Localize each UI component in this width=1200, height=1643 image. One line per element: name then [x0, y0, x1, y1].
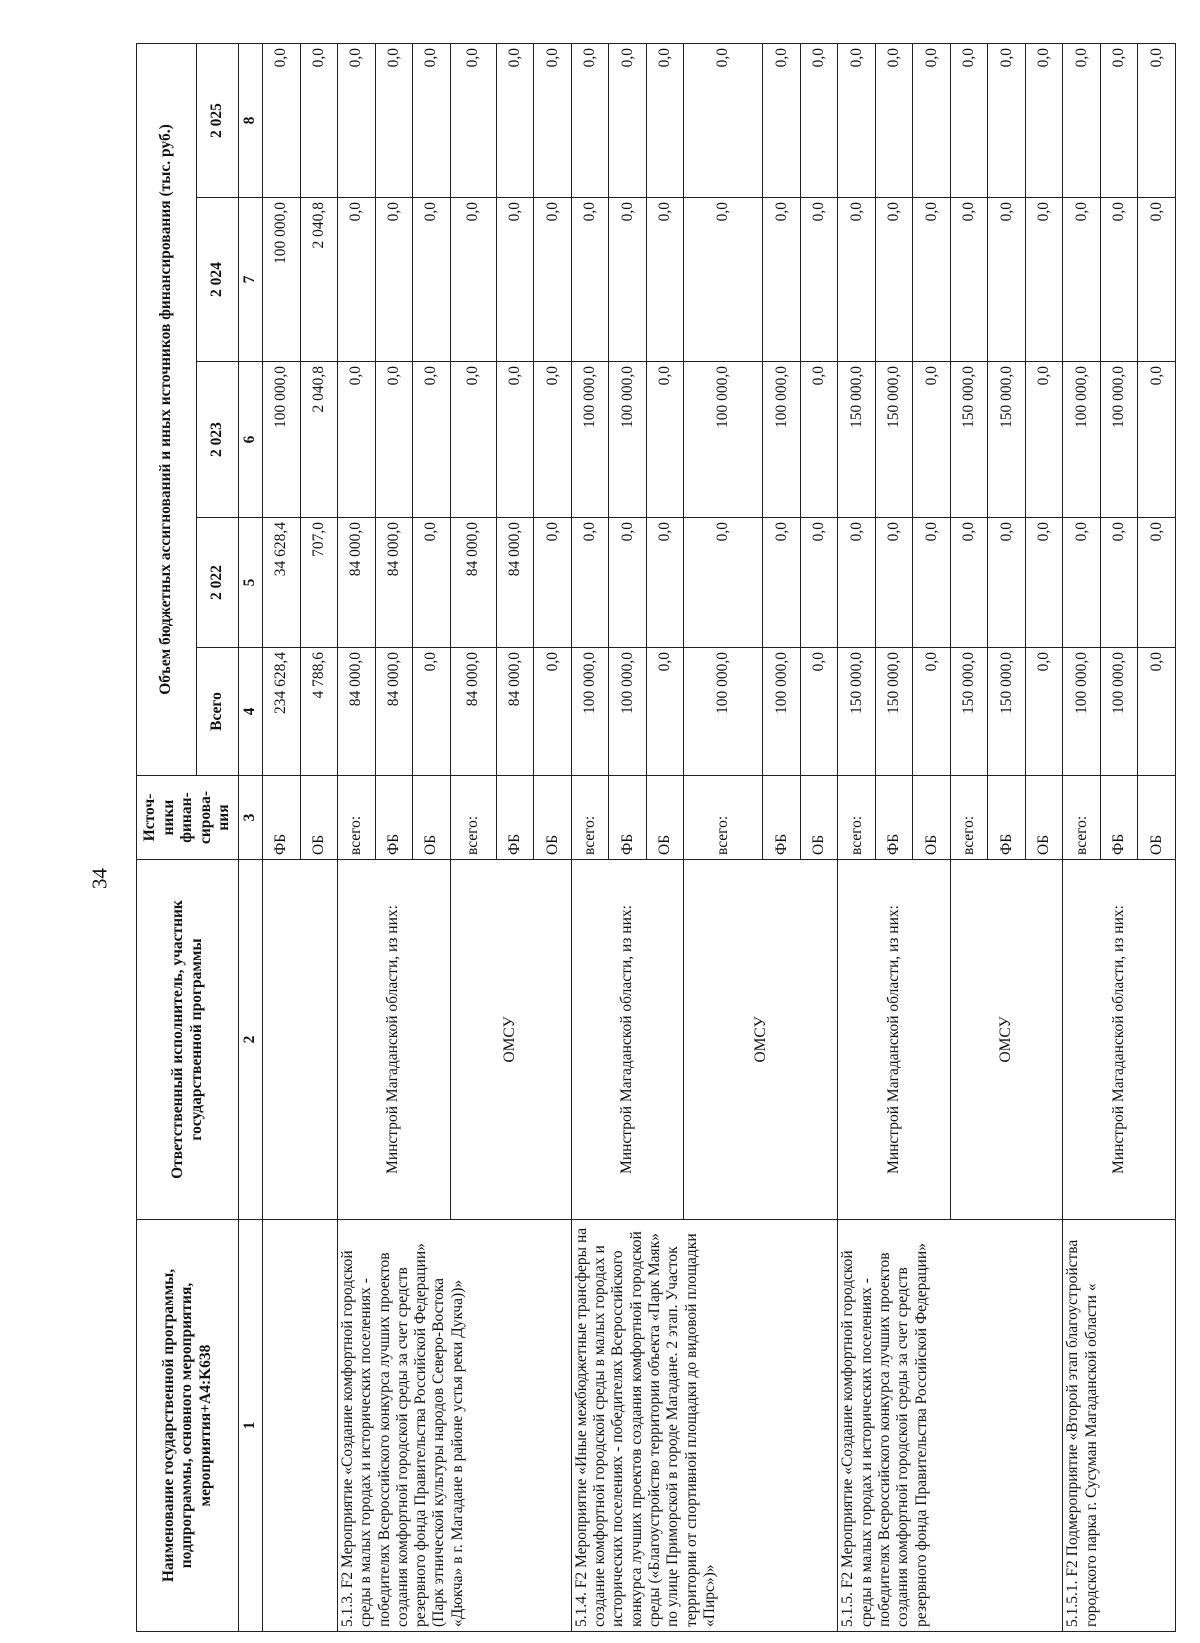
value-cell: 0,0 — [1025, 648, 1063, 776]
value-cell: 0,0 — [988, 44, 1026, 198]
header-2022: 2 022 — [197, 518, 239, 648]
value-cell: 0,0 — [838, 198, 876, 362]
source-cell: всего: — [684, 776, 763, 860]
value-cell: 84 000,0 — [375, 518, 413, 648]
value-cell: 0,0 — [571, 44, 609, 198]
source-cell: всего: — [950, 776, 988, 860]
value-cell: 0,0 — [1025, 518, 1063, 648]
value-cell: 0,0 — [950, 44, 988, 198]
source-cell: ОБ — [1138, 776, 1176, 860]
value-cell: 0,0 — [413, 518, 451, 648]
value-cell: 0,0 — [263, 44, 301, 198]
value-cell: 0,0 — [800, 648, 838, 776]
value-cell: 0,0 — [1138, 362, 1176, 518]
value-cell: 150 000,0 — [988, 648, 1026, 776]
value-cell: 0,0 — [1100, 44, 1138, 198]
value-cell: 100 000,0 — [684, 362, 763, 518]
header-total: Всего — [197, 648, 239, 776]
value-cell: 0,0 — [496, 44, 534, 198]
value-cell: 0,0 — [534, 44, 572, 198]
activity-name-5-1-4: 5.1.4. F2 Мероприятие «Иные межбюджетные трансферы на создание комфортной городской среды в малых городах и исторических поселениях - победителях Всероссийского конкурса лучших проектов создания комфортной городской среды («Благоустройство территории объекта «Парк Маяк» по улице Приморской в городе Магадане. 2 этап. Участок территории от спортивной площадки до видовой площадки «Пирс»)» — [571, 1220, 838, 1632]
value-cell: 0,0 — [375, 198, 413, 362]
value-cell: 0,0 — [684, 198, 763, 362]
value-cell: 0,0 — [1025, 198, 1063, 362]
value-cell: 0,0 — [338, 44, 376, 198]
value-cell: 0,0 — [875, 518, 913, 648]
value-cell: 0,0 — [1100, 518, 1138, 648]
value-cell: 0,0 — [800, 518, 838, 648]
value-cell: 0,0 — [763, 44, 801, 198]
value-cell: 0,0 — [800, 44, 838, 198]
value-cell: 0,0 — [763, 198, 801, 362]
source-cell: ОБ — [300, 776, 338, 860]
value-cell: 34 628,4 — [263, 518, 301, 648]
source-cell: ФБ — [763, 776, 801, 860]
executor-minstroy: Минстрой Магаданской области, из них: — [571, 860, 684, 1220]
value-cell: 0,0 — [684, 518, 763, 648]
source-cell: ФБ — [988, 776, 1026, 860]
value-cell: 100 000,0 — [1100, 362, 1138, 518]
value-cell: 0,0 — [913, 518, 951, 648]
value-cell: 100 000,0 — [684, 648, 763, 776]
value-cell: 0,0 — [571, 198, 609, 362]
value-cell: 2 040,8 — [300, 362, 338, 518]
value-cell: 0,0 — [913, 44, 951, 198]
page-number: 34 — [87, 868, 112, 889]
value-cell: 0,0 — [875, 44, 913, 198]
executor-omsu: ОМСУ — [450, 860, 571, 1220]
value-cell: 100 000,0 — [609, 648, 647, 776]
value-cell: 0,0 — [496, 362, 534, 518]
value-cell: 150 000,0 — [838, 362, 876, 518]
col-number: 2 — [239, 860, 263, 1220]
value-cell: 0,0 — [646, 198, 684, 362]
executor-minstroy: Минстрой Магаданской области, из них: — [1063, 860, 1176, 1220]
value-cell: 0,0 — [534, 198, 572, 362]
table-body — [263, 44, 1176, 1632]
source-cell: ОБ — [646, 776, 684, 860]
value-cell: 2 040,8 — [300, 198, 338, 362]
source-cell: всего: — [450, 776, 496, 860]
value-cell: 0,0 — [375, 362, 413, 518]
value-cell: 0,0 — [300, 44, 338, 198]
value-cell: 0,0 — [800, 362, 838, 518]
value-cell: 100 000,0 — [1063, 362, 1101, 518]
value-cell: 0,0 — [988, 198, 1026, 362]
col-number: 1 — [239, 1220, 263, 1632]
value-cell: 100 000,0 — [763, 362, 801, 518]
value-cell: 0,0 — [1025, 362, 1063, 518]
value-cell: 0,0 — [338, 198, 376, 362]
table-row — [838, 44, 876, 1632]
value-cell: 0,0 — [646, 518, 684, 648]
value-cell: 0,0 — [646, 362, 684, 518]
header-2023: 2 023 — [197, 362, 239, 518]
value-cell: 0,0 — [450, 362, 496, 518]
table-header — [137, 44, 263, 1632]
activity-name-5-1-3: 5.1.3. F2 Мероприятие «Создание комфортной городской среды в малых городах и исторических поселениях - победителях Всероссийского конкурса лучших проектов создания комфортной городской среды за счет средств резервного фонда Правительства Российской Федерации» (Парк этнической культуры народов Северо-Востока «Дюкча» в г. Магадане в районе устья реки Дукча))» — [338, 1220, 572, 1632]
value-cell: 0,0 — [875, 198, 913, 362]
source-cell: ФБ — [375, 776, 413, 860]
table-row — [1063, 44, 1101, 1632]
value-cell: 150 000,0 — [875, 362, 913, 518]
source-cell: ФБ — [496, 776, 534, 860]
rotated-page — [136, 44, 1176, 1632]
executor-omsu: ОМСУ — [684, 860, 838, 1220]
table-row — [571, 44, 609, 1632]
source-cell: всего: — [571, 776, 609, 860]
value-cell: 0,0 — [838, 44, 876, 198]
value-cell: 150 000,0 — [838, 648, 876, 776]
source-cell: ФБ — [263, 776, 301, 860]
value-cell: 707,0 — [300, 518, 338, 648]
header-name: Наименование государственной программы, подпрограммы, основного мероприятия, мероприятия+A4:K638 — [137, 1220, 239, 1632]
col-number: 7 — [239, 198, 263, 362]
value-cell: 0,0 — [609, 198, 647, 362]
value-cell: 0,0 — [838, 518, 876, 648]
budget-table — [136, 43, 1176, 1632]
value-cell: 0,0 — [950, 518, 988, 648]
value-cell: 84 000,0 — [496, 518, 534, 648]
value-cell: 0,0 — [609, 44, 647, 198]
source-cell: всего: — [838, 776, 876, 860]
table-row — [263, 44, 301, 1632]
source-cell: ОБ — [913, 776, 951, 860]
value-cell: 0,0 — [450, 198, 496, 362]
header-source: Источ-ники финан-сирова-ния — [137, 776, 239, 860]
col-number: 5 — [239, 518, 263, 648]
executor-minstroy: Минстрой Магаданской области, из них: — [338, 860, 451, 1220]
value-cell: 0,0 — [913, 362, 951, 518]
empty-name-cell — [263, 1220, 338, 1632]
col-number: 6 — [239, 362, 263, 518]
value-cell: 0,0 — [413, 44, 451, 198]
value-cell: 0,0 — [684, 44, 763, 198]
value-cell: 0,0 — [338, 362, 376, 518]
value-cell: 100 000,0 — [763, 648, 801, 776]
value-cell: 0,0 — [1138, 648, 1176, 776]
value-cell: 4 788,6 — [300, 648, 338, 776]
value-cell: 0,0 — [413, 648, 451, 776]
value-cell: 100 000,0 — [571, 362, 609, 518]
value-cell: 84 000,0 — [375, 648, 413, 776]
value-cell: 0,0 — [1063, 44, 1101, 198]
source-cell: ОБ — [1025, 776, 1063, 860]
value-cell: 0,0 — [646, 648, 684, 776]
value-cell: 100 000,0 — [571, 648, 609, 776]
value-cell: 0,0 — [534, 648, 572, 776]
value-cell: 0,0 — [646, 44, 684, 198]
value-cell: 0,0 — [913, 648, 951, 776]
value-cell: 0,0 — [571, 518, 609, 648]
value-cell: 0,0 — [1100, 198, 1138, 362]
value-cell: 0,0 — [1063, 198, 1101, 362]
value-cell: 150 000,0 — [950, 648, 988, 776]
value-cell: 234 628,4 — [263, 648, 301, 776]
source-cell: всего: — [1063, 776, 1101, 860]
value-cell: 100 000,0 — [263, 198, 301, 362]
value-cell: 0,0 — [1138, 518, 1176, 648]
header-executor: Ответственный исполнитель, участник государственной программы — [137, 860, 239, 1220]
table-row — [338, 44, 376, 1632]
value-cell: 0,0 — [1025, 44, 1063, 198]
value-cell: 84 000,0 — [338, 518, 376, 648]
source-cell: всего: — [338, 776, 376, 860]
activity-name-5-1-5: 5.1.5. F2 Мероприятие «Создание комфортной городской среды в малых городах и исторических поселениях - победителях Всероссийского конкурса лучших проектов создания комфортной городской среды за счет средств резервного фонда Правительства Российской Федерации» — [838, 1220, 1063, 1632]
value-cell: 0,0 — [413, 362, 451, 518]
source-cell: ОБ — [534, 776, 572, 860]
value-cell: 0,0 — [413, 198, 451, 362]
header-2025: 2 025 — [197, 44, 239, 198]
source-cell: ОБ — [800, 776, 838, 860]
value-cell: 100 000,0 — [1063, 648, 1101, 776]
source-cell: ФБ — [875, 776, 913, 860]
executor-omsu: ОМСУ — [950, 860, 1063, 1220]
value-cell: 150 000,0 — [875, 648, 913, 776]
value-cell: 0,0 — [950, 198, 988, 362]
value-cell: 100 000,0 — [1100, 648, 1138, 776]
value-cell: 0,0 — [1063, 518, 1101, 648]
value-cell: 0,0 — [609, 518, 647, 648]
value-cell: 84 000,0 — [338, 648, 376, 776]
value-cell: 0,0 — [534, 518, 572, 648]
value-cell: 0,0 — [534, 362, 572, 518]
source-cell: ФБ — [609, 776, 647, 860]
value-cell: 0,0 — [1138, 198, 1176, 362]
executor-minstroy: Минстрой Магаданской области, из них: — [838, 860, 951, 1220]
value-cell: 84 000,0 — [450, 648, 496, 776]
value-cell: 0,0 — [450, 44, 496, 198]
source-cell: ФБ — [1100, 776, 1138, 860]
value-cell: 0,0 — [988, 518, 1026, 648]
col-number: 3 — [239, 776, 263, 860]
value-cell: 84 000,0 — [496, 648, 534, 776]
value-cell: 0,0 — [800, 198, 838, 362]
value-cell: 0,0 — [375, 44, 413, 198]
value-cell: 84 000,0 — [450, 518, 496, 648]
value-cell: 0,0 — [1138, 44, 1176, 198]
source-cell: ОБ — [413, 776, 451, 860]
value-cell: 150 000,0 — [950, 362, 988, 518]
col-number: 4 — [239, 648, 263, 776]
empty-executor-cell — [263, 860, 338, 1220]
value-cell: 150 000,0 — [988, 362, 1026, 518]
value-cell: 0,0 — [763, 518, 801, 648]
header-volume: Объем бюджетных ассигнований и иных источников финансирования (тыс. руб.) — [137, 44, 197, 776]
value-cell: 100 000,0 — [609, 362, 647, 518]
col-number: 8 — [239, 44, 263, 198]
header-2024: 2 024 — [197, 198, 239, 362]
subactivity-name-5-1-5-1: 5.1.5.1. F2 Подмероприятие «Второй этап благоустройства городского парка г. Сусуман Магаданской области « — [1063, 1220, 1176, 1632]
value-cell: 100 000,0 — [263, 362, 301, 518]
value-cell: 0,0 — [913, 198, 951, 362]
value-cell: 0,0 — [496, 198, 534, 362]
